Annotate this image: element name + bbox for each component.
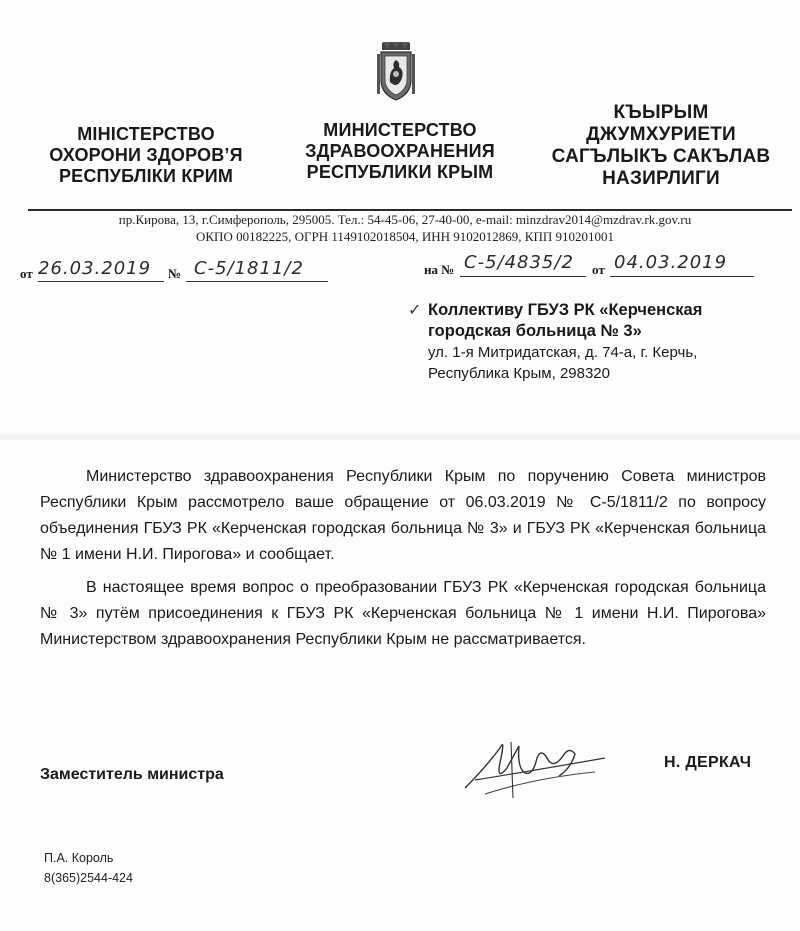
signatory-name: Н. ДЕРКАЧ	[664, 754, 752, 771]
letter-body	[40, 464, 766, 653]
body-paragraph-1: Министерство здравоохранения Республики Крым по поручению Совета министров Республики Крым рассмотрело ваше обращение от 06.03.2019 № С-5/1811/2 по вопросу объединения ГБУЗ РК «Керченская городская больница № 3» и ГБУЗ РК «Керченская больница № 1 имени Н.И. Пирогова» и сообщает.	[40, 468, 766, 563]
executor-phone: 8(365)2544-424	[44, 871, 133, 885]
reply-date-underline	[610, 276, 754, 277]
executor-info	[44, 848, 133, 888]
signatory-position: Заместитель министра	[40, 766, 224, 783]
crimea-coat-of-arms-icon	[373, 40, 419, 102]
reply-label: на №	[424, 262, 455, 277]
check-icon: ✓	[408, 300, 422, 319]
handwritten-signature	[455, 728, 615, 804]
org-name-crimean-tatar: КЪЫРЫМ ДЖУМХУРИЕТИ САГЪЛЫКЪ САКЪЛАВ НАЗИРЛИГИ	[551, 102, 771, 189]
paper-fold	[0, 432, 800, 442]
from-label: от	[20, 266, 33, 281]
org-name-ukrainian: МІНІСТЕРСТВО ОХОРОНИ ЗДОРОВ’Я РЕСПУБЛІКИ КРИМ	[49, 124, 243, 186]
addressee-block	[428, 300, 788, 384]
date-underline	[38, 281, 164, 282]
reply-from-label: от	[592, 262, 605, 277]
addressee-address-line1: ул. 1-я Митридатская, д. 74-а, г. Керчь,	[428, 344, 698, 361]
number-underline	[186, 281, 328, 282]
registry-line: ОКПО 00182225, ОГРН 1149102018504, ИНН 9102012869, КПП 910201001	[196, 229, 614, 244]
reply-number: С-5/4835/2	[464, 252, 574, 273]
number-label: №	[168, 266, 182, 281]
reply-number-underline	[460, 276, 586, 277]
org-name-russian: МИНИСТЕРСТВО ЗДРАВООХРАНЕНИЯ РЕСПУБЛИКИ КРЫМ	[305, 120, 495, 182]
executor-name: П.А. Король	[44, 851, 114, 865]
addressee-address-line2: Республика Крым, 298320	[428, 365, 610, 382]
letter-date: 26.03.2019	[38, 258, 152, 279]
body-paragraph-2: В настоящее время вопрос о преобразовании ГБУЗ РК «Керченская городская больница № 3» путём присоединения к ГБУЗ РК «Керченская больница № 1 имени Н.И. Пирогова» Министерством здравоохранения Республики Крым не рассматривается.	[40, 579, 766, 648]
addressee-title-line1: Коллективу ГБУЗ РК «Керченская	[428, 301, 703, 319]
address-line: пр.Кирова, 13, г.Симферополь, 295005. Тел.: 54-45-06, 27-40-00, e-mail: minzdrav2014@mzdrav.rk.gov.ru	[118, 212, 692, 227]
contact-details	[20, 211, 790, 245]
addressee-title-line2: городская больница № 3»	[428, 322, 642, 340]
letter-number: С-5/1811/2	[194, 258, 304, 279]
reply-date: 04.03.2019	[614, 252, 728, 273]
